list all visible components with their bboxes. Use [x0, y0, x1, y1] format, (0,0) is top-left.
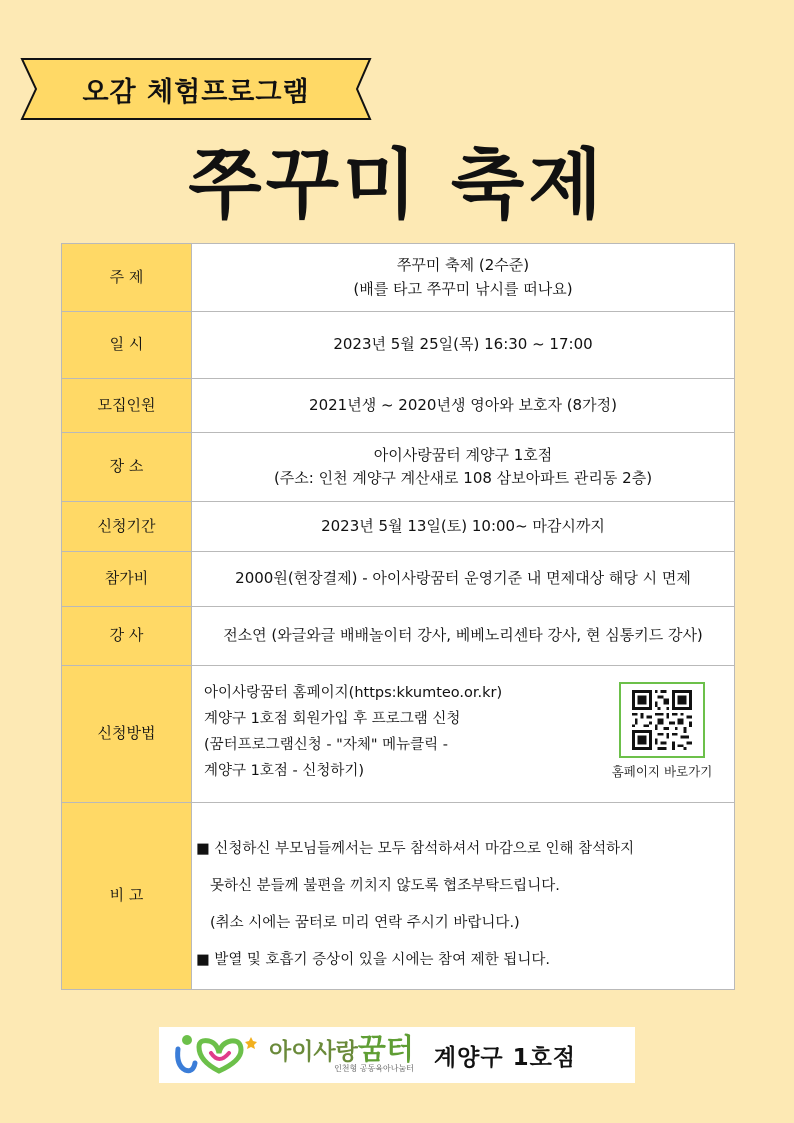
table-row [62, 803, 735, 990]
homepage-qr-code[interactable] [619, 682, 705, 758]
date-label: 일 시 [62, 312, 192, 379]
place-address: (주소: 인천 계양구 계산새로 108 삼보아파트 관리동 2층) [273, 469, 653, 487]
teacher-label: 강 사 [62, 607, 192, 666]
branch-name: 계양구 1호점 [433, 1044, 577, 1071]
logo-name-part2: 꿈터 [357, 1032, 414, 1066]
table-row [62, 312, 735, 379]
place-name: 아이사랑꿈터 계양구 1호점 [373, 445, 553, 464]
recruit-label: 모집인원 [62, 379, 192, 433]
place-label: 장 소 [62, 433, 192, 502]
table-row [62, 502, 735, 552]
qr-caption: 홈페이지 바로가기 [611, 764, 713, 779]
note-value [192, 803, 735, 990]
logo-subtitle: 인천형 공동육아나눔터 [334, 1064, 414, 1073]
page-title: 쭈꾸미 축제 [188, 140, 606, 229]
note-line: 못하신 분들께 불편을 끼치지 않도록 협조부탁드립니다. [210, 878, 560, 894]
table-row [62, 379, 735, 433]
period-value: 2023년 5월 13일(토) 10:00~ 마감시까지 [192, 502, 735, 552]
logo-name [269, 1032, 414, 1066]
table-row [62, 433, 735, 502]
method-value [192, 666, 735, 803]
method-label: 신청방법 [62, 666, 192, 803]
method-line: 계양구 1호점 - 신청하기) [204, 763, 365, 779]
logo-name-part1: 아이사랑 [269, 1039, 358, 1065]
info-table [61, 243, 735, 990]
method-line: (꿈터프로그램신청 - "자체" 메뉴클릭 - [204, 737, 448, 753]
table-row [62, 552, 735, 607]
table-row [62, 244, 735, 312]
topic-subline: (배를 타고 쭈꾸미 낚시를 떠나요) [353, 279, 573, 298]
method-text [204, 680, 502, 784]
topic-label: 주 제 [62, 244, 192, 312]
fee-label: 참가비 [62, 552, 192, 607]
table-row [62, 666, 735, 803]
method-line: 계양구 1호점 회원가입 후 프로그램 신청 [204, 711, 461, 727]
table-row [62, 607, 735, 666]
note-label: 비 고 [62, 803, 192, 990]
period-label: 신청기간 [62, 502, 192, 552]
place-value [192, 433, 735, 502]
ribbon-label: 오감 체험프로그램 [82, 76, 310, 108]
fee-value: 2000원(현장결제) - 아이사랑꿈터 운영기준 내 면제대상 해당 시 면제 [192, 552, 735, 607]
note-line: (취소 시에는 꿈터로 미리 연락 주시기 바랍니다.) [210, 915, 520, 931]
footer-logo-bar [159, 1027, 635, 1083]
topic-value [192, 244, 735, 312]
recruit-value: 2021년생 ~ 2020년생 영아와 보호자 (8가정) [192, 379, 735, 433]
date-value: 2023년 5월 25일(목) 16:30 ~ 17:00 [192, 312, 735, 379]
note-bullet: ■ 발열 및 호흡기 증상이 있을 시에는 참여 제한 됩니다. [196, 952, 550, 968]
logo-text [269, 1032, 414, 1074]
teacher-value: 전소연 (와글와글 배배놀이터 강사, 베베노리센타 강사, 현 심통키드 강사) [192, 607, 735, 666]
note-bullet: ■ 신청하신 부모님들께서는 모두 참석하셔서 마감으로 인해 참석하지 [196, 841, 635, 857]
method-line: 아이사랑꿈터 홈페이지(https:kkumteo.or.kr) [204, 685, 503, 701]
topic-line: 쭈꾸미 축제 (2수준) [396, 256, 530, 275]
kkumteo-logo-icon [171, 1031, 263, 1079]
program-ribbon [20, 56, 372, 122]
